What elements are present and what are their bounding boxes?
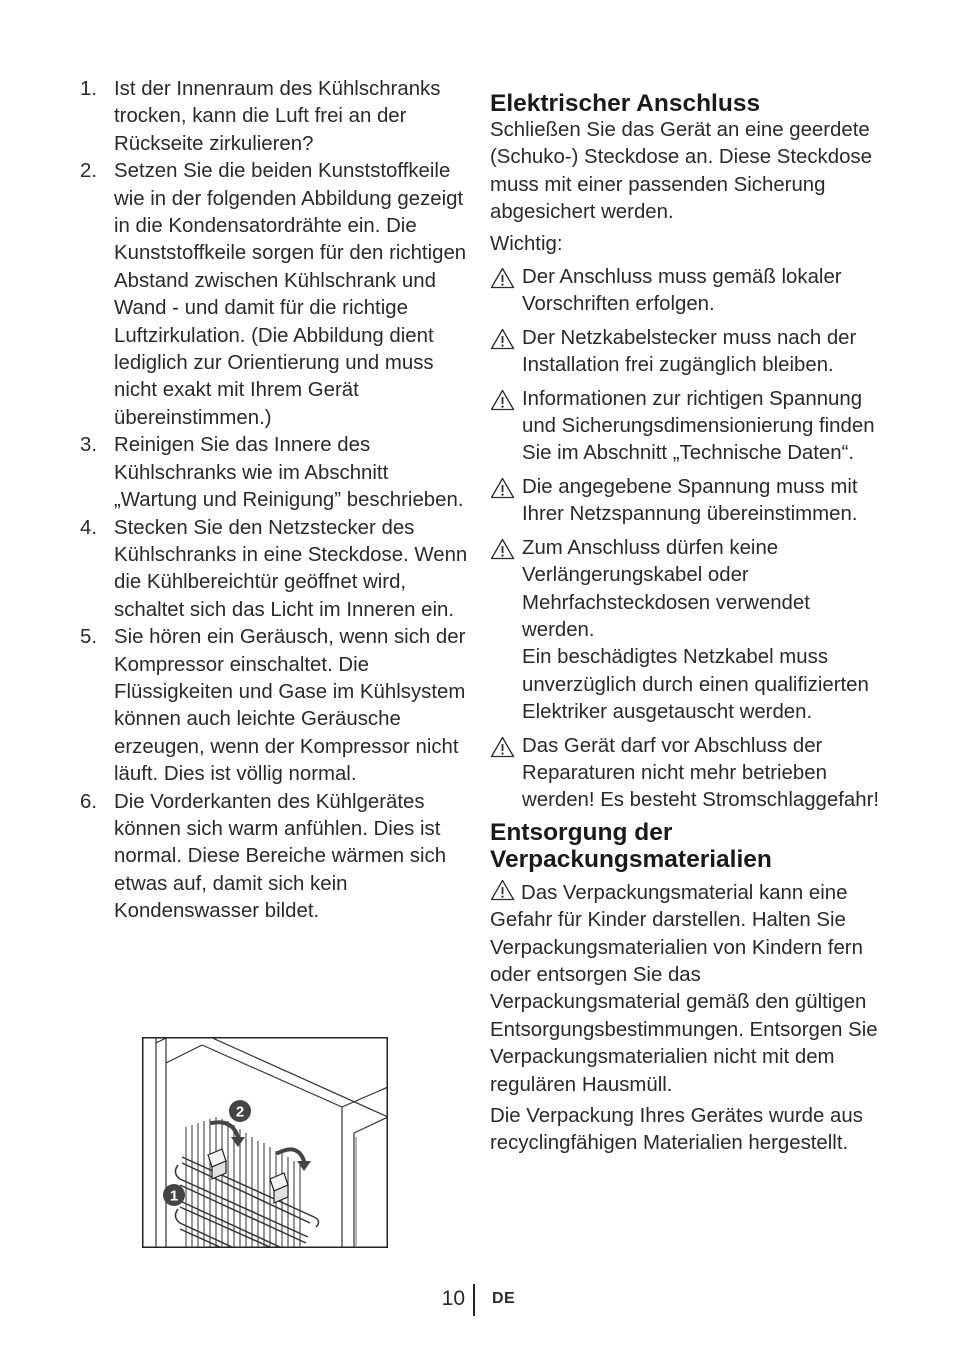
language-code: DE [492, 1290, 516, 1307]
recycling-note: Die Verpackung Ihres Gerätes wurde aus recyclingfähigen Materialien hergestellt. [490, 1105, 863, 1155]
section-title-disposal: Entsorgung der Verpackungsmaterialien [490, 818, 772, 873]
list-item: 4. Stecken Sie den Netzstecker des Kühlschranks in eine Steckdose. Wenn die Kühlbereichtür geöffnet wird, schaltet sich das Licht im Inneren ein. [80, 516, 468, 621]
right-column [490, 90, 880, 1158]
warning-icon [490, 538, 515, 560]
warning-item: Die angegebene Spannung muss mit Ihrer Netzspannung übereinstimmen. [490, 474, 880, 529]
warning-item: Informationen zur richtigen Spannung und Sicherungsdimensionierung finden Sie im Abschnitt „Technische Daten“. [490, 386, 880, 468]
cable-note: Ein beschädigtes Netzkabel muss unverzüglich durch einen qualifizierten Elektriker ausgetauscht werden. [522, 646, 869, 724]
list-item: 2. Setzen Sie die beiden Kunststoffkeile wie in der folgenden Abbildung gezeigt in die Kondensatordrähte ein. Die Kunststoffkeile sorgen für den richtigen Abstand zwischen Kühlschrank und Wand - und damit für die richtige Luftzirkulation. (Die Abbildung dient lediglich zur Orientierung und muss nicht exakt mit Ihrem Gerät übereinstimmen.) [80, 160, 467, 429]
list-item: 6. Die Vorderkanten des Kühlgerätes können sich warm anfühlen. Dies ist normal. Diese Bereiche wärmen sich etwas auf, damit sich kein Kondenswasser bildet. [80, 790, 447, 923]
important-label: Wichtig: [490, 232, 563, 255]
page-number: 10 [441, 1287, 465, 1310]
warning-icon [490, 267, 515, 289]
warning-icon [490, 879, 515, 901]
list-item: 1. Ist der Innenraum des Kühlschranks trocken, kann die Luft frei an der Rückseite zirkulieren? [80, 78, 441, 155]
svg-text:2: 2 [235, 1103, 245, 1121]
warning-item: Der Anschluss muss gemäß lokaler Vorschriften erfolgen. [490, 264, 880, 319]
warning-icon [490, 389, 515, 411]
left-column [80, 76, 472, 926]
warning-item: Das Gerät darf vor Abschluss der Reparaturen nicht mehr betrieben werden! Es besteht Stromschlaggefahr! [490, 733, 880, 815]
section-title-electric: Elektrischer Anschluss [490, 90, 761, 117]
marker-2 [229, 1100, 251, 1122]
warning-item: Zum Anschluss dürfen keine Verlängerungskabel oder Mehrfachsteckdosen verwendet werden. Ein beschädigtes Netzkabel muss unverzüglich durch einen qualifizierten Elektriker ausgetauscht werden. [490, 535, 880, 727]
page-footer [0, 1284, 954, 1316]
warning-item: Der Netzkabelstecker muss nach der Installation frei zugänglich bleiben. [490, 325, 880, 380]
disposal-warning: Das Verpackungsmaterial kann eine Gefahr für Kinder darstellen. Halten Sie Verpackungsmaterialien von Kindern fern oder entsorgen Sie das Verpackungsmaterial gemäß den gültigen Entsorgungsbestimmungen. Entsorgen Sie Verpackungsmaterialien nicht mit dem regulären Hausmüll. [490, 879, 880, 1099]
installation-steps [80, 76, 472, 926]
list-item: 3. Reinigen Sie das Innere des Kühlschranks wie im Abschnitt „Wartung und Reinigung” beschrieben. [80, 434, 464, 512]
electric-intro: Schließen Sie das Gerät an eine geerdete (Schuko-) Steckdose an. Diese Steckdose muss mit einer passenden Sicherung abgesichert werden. [490, 119, 872, 224]
warning-icon [490, 477, 515, 499]
condenser-wedge-figure [142, 1037, 388, 1248]
list-item: 5. Sie hören ein Geräusch, wenn sich der Kompressor einschaltet. Die Flüssigkeiten und Gase im Kühlsystem können auch leichte Geräusche erzeugen, wenn der Kompressor nicht läuft. Dies ist völlig normal. [80, 626, 466, 786]
marker-1 [163, 1184, 185, 1206]
fridge-back-illustration [142, 1037, 388, 1248]
warning-icon [490, 328, 515, 350]
warning-icon [490, 736, 515, 758]
footer-divider [473, 1284, 475, 1316]
svg-text:1: 1 [169, 1187, 179, 1205]
